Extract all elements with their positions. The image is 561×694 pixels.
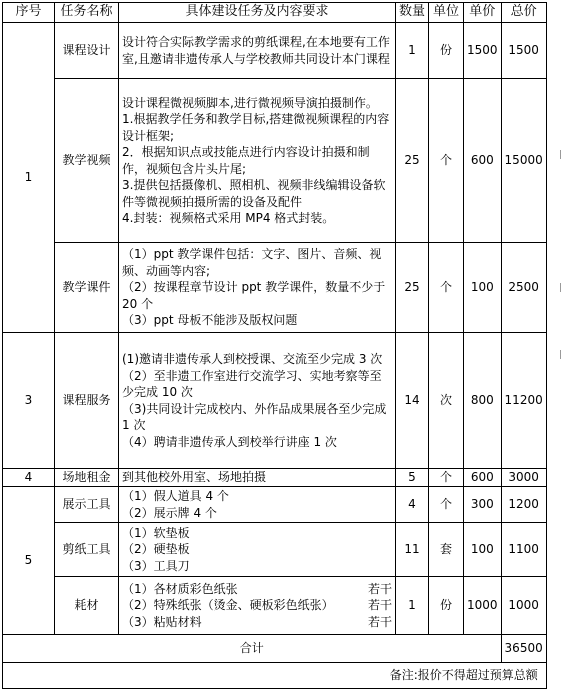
task-name: 课程设计 — [55, 23, 119, 79]
task-detail — [119, 577, 396, 635]
task-detail — [119, 333, 396, 469]
qty-cell: 14 — [396, 333, 429, 469]
total-cell: 1000 — [501, 577, 546, 635]
header-unit: 单位 — [429, 3, 464, 23]
task-name: 剪纸工具 — [55, 523, 119, 577]
unit-cell: 个 — [429, 79, 464, 243]
detail-line-qty: 若干 — [367, 581, 392, 596]
detail-line: （2）展示牌 4 个 — [122, 505, 217, 520]
task-detail — [119, 243, 396, 333]
header-total: 总价 — [501, 3, 546, 23]
task-name: 展示工具 — [55, 487, 119, 523]
group-seq: 4 — [3, 469, 55, 487]
table-row — [3, 79, 547, 243]
total-cell: 1500 — [501, 23, 546, 79]
task-detail — [119, 79, 396, 243]
detail-line: （1）软垫板 — [122, 525, 190, 540]
table-row — [3, 333, 547, 469]
budget-table — [2, 2, 547, 689]
task-name: 场地租金 — [55, 469, 119, 487]
total-cell: 3000 — [501, 469, 546, 487]
detail-line — [122, 597, 392, 614]
qty-cell: 25 — [396, 79, 429, 243]
detail-line: 到其他校外用室、场地拍摄 — [122, 470, 267, 485]
price-cell: 100 — [464, 523, 502, 577]
detail-line: 1.根据教学任务和教学目标,搭建微视频课程的内容设计框架; — [122, 112, 390, 143]
task-name: 课程服务 — [55, 333, 119, 469]
price-cell: 1000 — [464, 577, 502, 635]
qty-cell: 4 — [396, 487, 429, 523]
total-cell: 15000 — [501, 79, 546, 243]
detail-line: （2）按课程章节设计 ppt 教学课件，数量不少于 20 个 — [122, 280, 386, 311]
table-row — [3, 577, 547, 635]
margin-mark — [557, 150, 561, 159]
detail-line: （4）聘请非遗传承人到校举行讲座 1 次 — [122, 434, 337, 449]
detail-line: 3.提供包括摄像机、照相机、视频非线编辑设备软件等微视频拍摄所需的设备及配件 — [122, 178, 386, 209]
unit-cell: 个 — [429, 243, 464, 333]
qty-cell: 11 — [396, 523, 429, 577]
detail-line: （1）假人道具 4 个 — [122, 489, 229, 503]
group-seq: 5 — [3, 487, 55, 635]
detail-line-text: （2）特殊纸张（烫金、硬板彩色纸张） — [122, 598, 334, 613]
total-cell: 1200 — [501, 487, 546, 523]
price-cell: 800 — [464, 333, 502, 469]
detail-line: 2．根据知识点或技能点进行内容设计拍摄和制作，视频包含片头片尾; — [122, 145, 370, 176]
header-qty: 数量 — [396, 3, 429, 23]
task-name: 教学视频 — [55, 79, 119, 243]
header-seq: 序号 — [3, 3, 55, 23]
summary-label: 合计 — [3, 635, 502, 663]
header-price: 单价 — [464, 3, 502, 23]
task-detail — [119, 487, 396, 523]
detail-line-text: （3）粘贴材料 — [122, 614, 202, 629]
detail-line: 4.封装：视频格式采用 MP4 格式封装。 — [122, 211, 335, 225]
detail-line: （3）ppt 母板不能涉及版权问题 — [122, 313, 298, 328]
table-row — [3, 243, 547, 333]
detail-line: （1）ppt 教学课件包括：文字、图片、音频、视频、动画等内容; — [122, 247, 382, 278]
unit-cell: 个 — [429, 487, 464, 523]
summary-row — [3, 635, 547, 663]
task-name: 教学课件 — [55, 243, 119, 333]
table-row — [3, 523, 547, 577]
detail-line-qty: 若干 — [367, 598, 392, 613]
detail-line — [122, 614, 392, 631]
group-seq: 3 — [3, 333, 55, 469]
qty-cell: 1 — [396, 577, 429, 635]
group-seq: 1 — [3, 23, 55, 333]
detail-line: （3）工具刀 — [122, 558, 190, 573]
price-cell: 600 — [464, 469, 502, 487]
task-detail — [119, 23, 396, 79]
unit-cell: 份 — [429, 577, 464, 635]
detail-line: (1)邀请非遗传承人到校授课、交流至少完成 3 次 — [122, 352, 383, 366]
unit-cell: 次 — [429, 333, 464, 469]
table-row — [3, 23, 547, 79]
unit-cell: 个 — [429, 469, 464, 487]
table-row — [3, 469, 547, 487]
detail-line: （2）硬垫板 — [122, 542, 190, 557]
qty-cell: 1 — [396, 23, 429, 79]
total-cell: 11200 — [501, 333, 546, 469]
price-cell: 1500 — [464, 23, 502, 79]
header-content: 具体建设任务及内容要求 — [119, 3, 396, 23]
unit-cell: 套 — [429, 523, 464, 577]
margin-mark — [557, 283, 561, 292]
detail-line: （3)共同设计完成校内、外作品成果展各至少完成 1 次 — [122, 401, 387, 432]
header-task: 任务名称 — [55, 3, 119, 23]
detail-line-qty: 若干 — [367, 614, 392, 629]
qty-cell: 25 — [396, 243, 429, 333]
note-row — [3, 663, 547, 689]
detail-line — [122, 581, 392, 598]
margin-mark — [557, 350, 561, 359]
total-cell: 1100 — [501, 523, 546, 577]
header-row — [3, 3, 547, 23]
task-detail — [119, 523, 396, 577]
qty-cell: 5 — [396, 469, 429, 487]
total-cell: 2500 — [501, 243, 546, 333]
unit-cell: 份 — [429, 23, 464, 79]
budget-note: 备注:报价不得超过预算总额 — [3, 663, 547, 689]
detail-line-text: （1）各材质彩色纸张 — [122, 581, 238, 596]
detail-line: （2）至非遗工作室进行交流学习、实地考察等至少完成 10 次 — [122, 368, 382, 399]
task-name: 耗材 — [55, 577, 119, 635]
task-detail — [119, 469, 396, 487]
price-cell: 100 — [464, 243, 502, 333]
detail-line: 设计符合实际教学需求的剪纸课程,在本地要有工作室,且邀请非遗传承人与学校教师共同设计本门课程 — [122, 35, 390, 66]
summary-total: 36500 — [501, 635, 546, 663]
detail-line: 设计课程微视频脚本,进行微视频导演拍摄制作。 — [122, 95, 378, 110]
table-row — [3, 487, 547, 523]
price-cell: 300 — [464, 487, 502, 523]
price-cell: 600 — [464, 79, 502, 243]
